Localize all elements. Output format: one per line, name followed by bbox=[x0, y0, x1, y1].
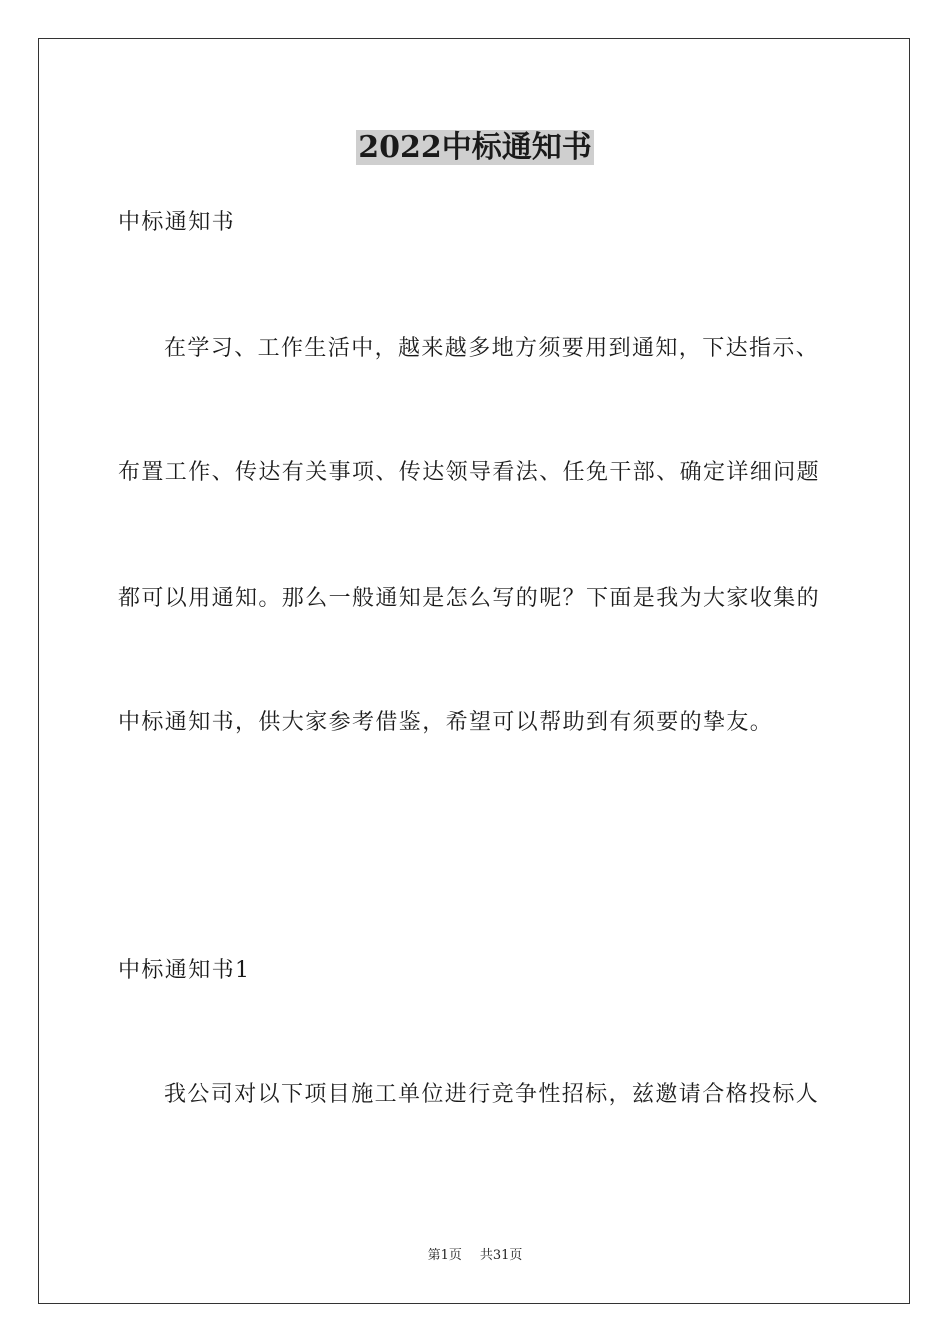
page-footer bbox=[0, 1246, 950, 1266]
paragraph-line: 都可以用通知。那么一般通知是怎么写的呢？下面是我为大家收集的 bbox=[118, 586, 821, 611]
document-subtitle: 中标通知书 bbox=[118, 210, 236, 235]
paragraph-line: 中标通知书，供大家参考借鉴，希望可以帮助到有须要的挚友。 bbox=[118, 710, 774, 735]
document-title-text: 2022中标通知书 bbox=[358, 130, 592, 165]
paragraph-line: 我公司对以下项目施工单位进行竞争性招标，兹邀请合格投标人 bbox=[164, 1082, 820, 1107]
page-total: 共31页 bbox=[479, 1248, 523, 1263]
page-number: 第1页 bbox=[427, 1248, 462, 1263]
document-title bbox=[0, 126, 950, 170]
paragraph-line: 布置工作、传达有关事项、传达领导看法、任免干部、确定详细问题 bbox=[118, 460, 821, 485]
section-heading: 中标通知书1 bbox=[118, 958, 251, 983]
paragraph-line: 在学习、工作生活中，越来越多地方须要用到通知，下达指示、 bbox=[164, 336, 820, 361]
